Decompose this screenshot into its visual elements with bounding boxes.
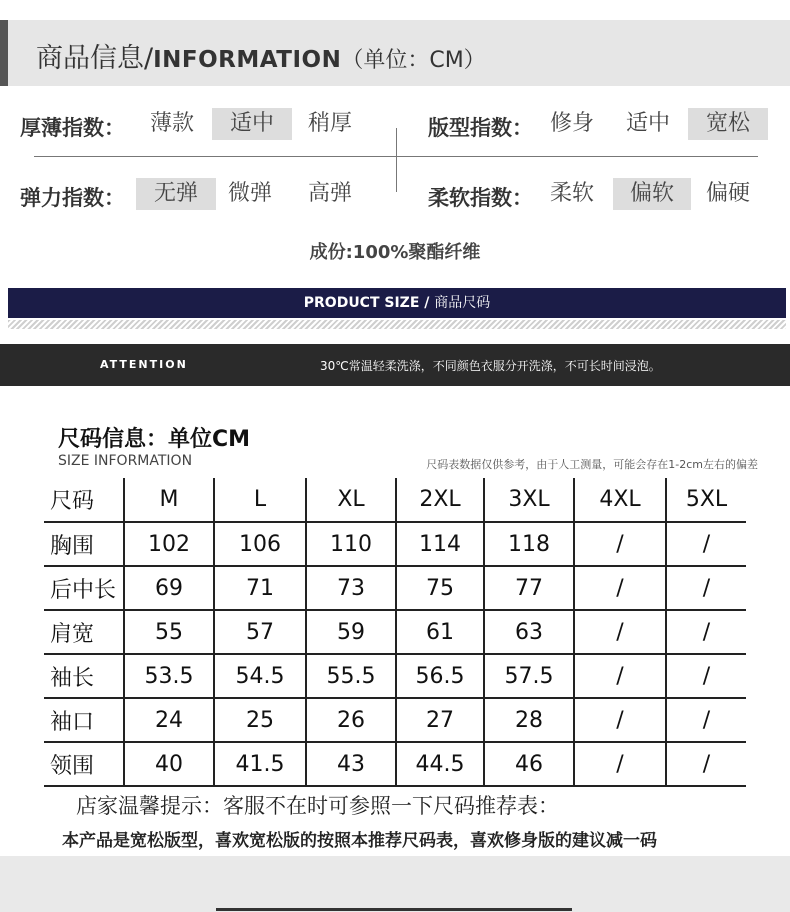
size-cell: 24 bbox=[124, 698, 214, 742]
size-cell: 57 bbox=[214, 610, 306, 654]
thickness-label: 厚薄指数： bbox=[20, 116, 125, 140]
size-cell: / bbox=[666, 698, 746, 742]
product-size-banner-en: PRODUCT SIZE / bbox=[303, 295, 430, 311]
size-cell: 54.5 bbox=[214, 654, 306, 698]
row-label-cell: 领围 bbox=[44, 742, 124, 786]
size-cell: / bbox=[574, 654, 666, 698]
size-cell: / bbox=[666, 522, 746, 566]
size-cell: 41.5 bbox=[214, 742, 306, 786]
size-cell: L bbox=[214, 478, 306, 522]
size-cell: 27 bbox=[396, 698, 484, 742]
size-cell: 5XL bbox=[666, 478, 746, 522]
table-row bbox=[44, 610, 746, 654]
material-composition: 成份:100%聚酯纤维 bbox=[309, 242, 481, 263]
product-size-banner bbox=[8, 288, 786, 318]
info-header bbox=[0, 20, 790, 86]
size-cell: / bbox=[574, 566, 666, 610]
softness-option-hard: 偏硬 bbox=[706, 181, 751, 206]
product-size-banner-cn: 商品尺码 bbox=[434, 295, 491, 311]
size-cell: 40 bbox=[124, 742, 214, 786]
size-cell: 102 bbox=[124, 522, 214, 566]
size-cell: 26 bbox=[306, 698, 396, 742]
softness-option-soft: 柔软 bbox=[550, 181, 595, 206]
size-cell: 69 bbox=[124, 566, 214, 610]
size-cell: 77 bbox=[484, 566, 574, 610]
row-label-cell: 袖口 bbox=[44, 698, 124, 742]
thickness-option-thin: 薄款 bbox=[150, 111, 195, 136]
size-cell: / bbox=[574, 698, 666, 742]
tip-line-1: 店家温馨提示：客服不在时可参照一下尺码推荐表： bbox=[76, 794, 559, 818]
info-title-unit: （单位：CM） bbox=[341, 48, 486, 73]
size-cell: 63 bbox=[484, 610, 574, 654]
row-label-cell: 袖长 bbox=[44, 654, 124, 698]
size-cell: XL bbox=[306, 478, 396, 522]
fit-option-slim: 修身 bbox=[550, 111, 595, 136]
size-cell: 106 bbox=[214, 522, 306, 566]
hatch-divider bbox=[8, 320, 786, 329]
thickness-option-medium-selected: 适中 bbox=[212, 108, 292, 140]
attention-text: 30℃常温轻柔洗涤，不同颜色衣服分开洗涤，不可长时间浸泡。 bbox=[320, 359, 661, 373]
table-row bbox=[44, 698, 746, 742]
attention-label: ATTENTION bbox=[100, 358, 188, 371]
size-cell: 73 bbox=[306, 566, 396, 610]
elasticity-label: 弹力指数： bbox=[20, 186, 125, 210]
thickness-option-thick: 稍厚 bbox=[308, 111, 353, 136]
info-title-cn: 商品信息/ bbox=[36, 43, 154, 74]
size-cell: 118 bbox=[484, 522, 574, 566]
size-cell: / bbox=[666, 654, 746, 698]
elasticity-option-high: 高弹 bbox=[308, 181, 353, 206]
table-row bbox=[44, 522, 746, 566]
size-cell: / bbox=[666, 742, 746, 786]
size-cell: 57.5 bbox=[484, 654, 574, 698]
attention-bar bbox=[0, 344, 790, 386]
size-cell: M bbox=[124, 478, 214, 522]
table-row bbox=[44, 654, 746, 698]
size-cell: 56.5 bbox=[396, 654, 484, 698]
size-cell: 110 bbox=[306, 522, 396, 566]
size-cell: / bbox=[574, 610, 666, 654]
size-cell: 61 bbox=[396, 610, 484, 654]
size-cell: 4XL bbox=[574, 478, 666, 522]
size-cell: 46 bbox=[484, 742, 574, 786]
size-cell: / bbox=[666, 610, 746, 654]
size-cell: / bbox=[666, 566, 746, 610]
size-cell: 53.5 bbox=[124, 654, 214, 698]
table-row bbox=[44, 742, 746, 786]
size-cell: / bbox=[574, 742, 666, 786]
elasticity-option-slight: 微弹 bbox=[228, 181, 273, 206]
table-header-row bbox=[44, 478, 746, 522]
attr-row-2 bbox=[0, 178, 790, 214]
size-table bbox=[44, 478, 746, 787]
footer-area bbox=[0, 856, 790, 912]
size-cell: 114 bbox=[396, 522, 484, 566]
size-cell: 25 bbox=[214, 698, 306, 742]
size-cell: 3XL bbox=[484, 478, 574, 522]
softness-option-fairly-soft-selected: 偏软 bbox=[613, 178, 691, 210]
fit-option-loose-selected: 宽松 bbox=[688, 108, 768, 140]
header-accent-bar bbox=[0, 20, 8, 86]
row-label-cell: 肩宽 bbox=[44, 610, 124, 654]
footer-line bbox=[216, 908, 572, 911]
info-title bbox=[36, 36, 486, 75]
softness-label: 柔软指数： bbox=[428, 186, 533, 210]
size-cell: 75 bbox=[396, 566, 484, 610]
elasticity-option-none-selected: 无弹 bbox=[136, 178, 216, 210]
fit-option-regular: 适中 bbox=[626, 111, 671, 136]
info-title-en: INFORMATION bbox=[153, 47, 342, 73]
size-cell: 55.5 bbox=[306, 654, 396, 698]
attr-row-1 bbox=[0, 108, 790, 144]
size-cell: 59 bbox=[306, 610, 396, 654]
tip-line-2: 本产品是宽松版型，喜欢宽松版的按照本推荐尺码表，喜欢修身版的建议减一码 bbox=[62, 831, 657, 851]
size-cell: 2XL bbox=[396, 478, 484, 522]
size-cell: 28 bbox=[484, 698, 574, 742]
size-cell: 43 bbox=[306, 742, 396, 786]
size-cell: 71 bbox=[214, 566, 306, 610]
size-table-note: 尺码表数据仅供参考，由于人工测量，可能会存在1-2cm左右的偏差 bbox=[426, 458, 758, 471]
fit-label: 版型指数： bbox=[428, 116, 533, 140]
table-row bbox=[44, 566, 746, 610]
size-cell: 55 bbox=[124, 610, 214, 654]
size-table-subtitle: SIZE INFORMATION bbox=[58, 453, 193, 469]
row-label-cell: 后中长 bbox=[44, 566, 124, 610]
size-cell: 44.5 bbox=[396, 742, 484, 786]
size-cell: / bbox=[574, 522, 666, 566]
row-label-cell: 胸围 bbox=[44, 522, 124, 566]
row-label-cell: 尺码 bbox=[44, 478, 124, 522]
size-table-title: 尺码信息：单位CM bbox=[58, 427, 251, 452]
